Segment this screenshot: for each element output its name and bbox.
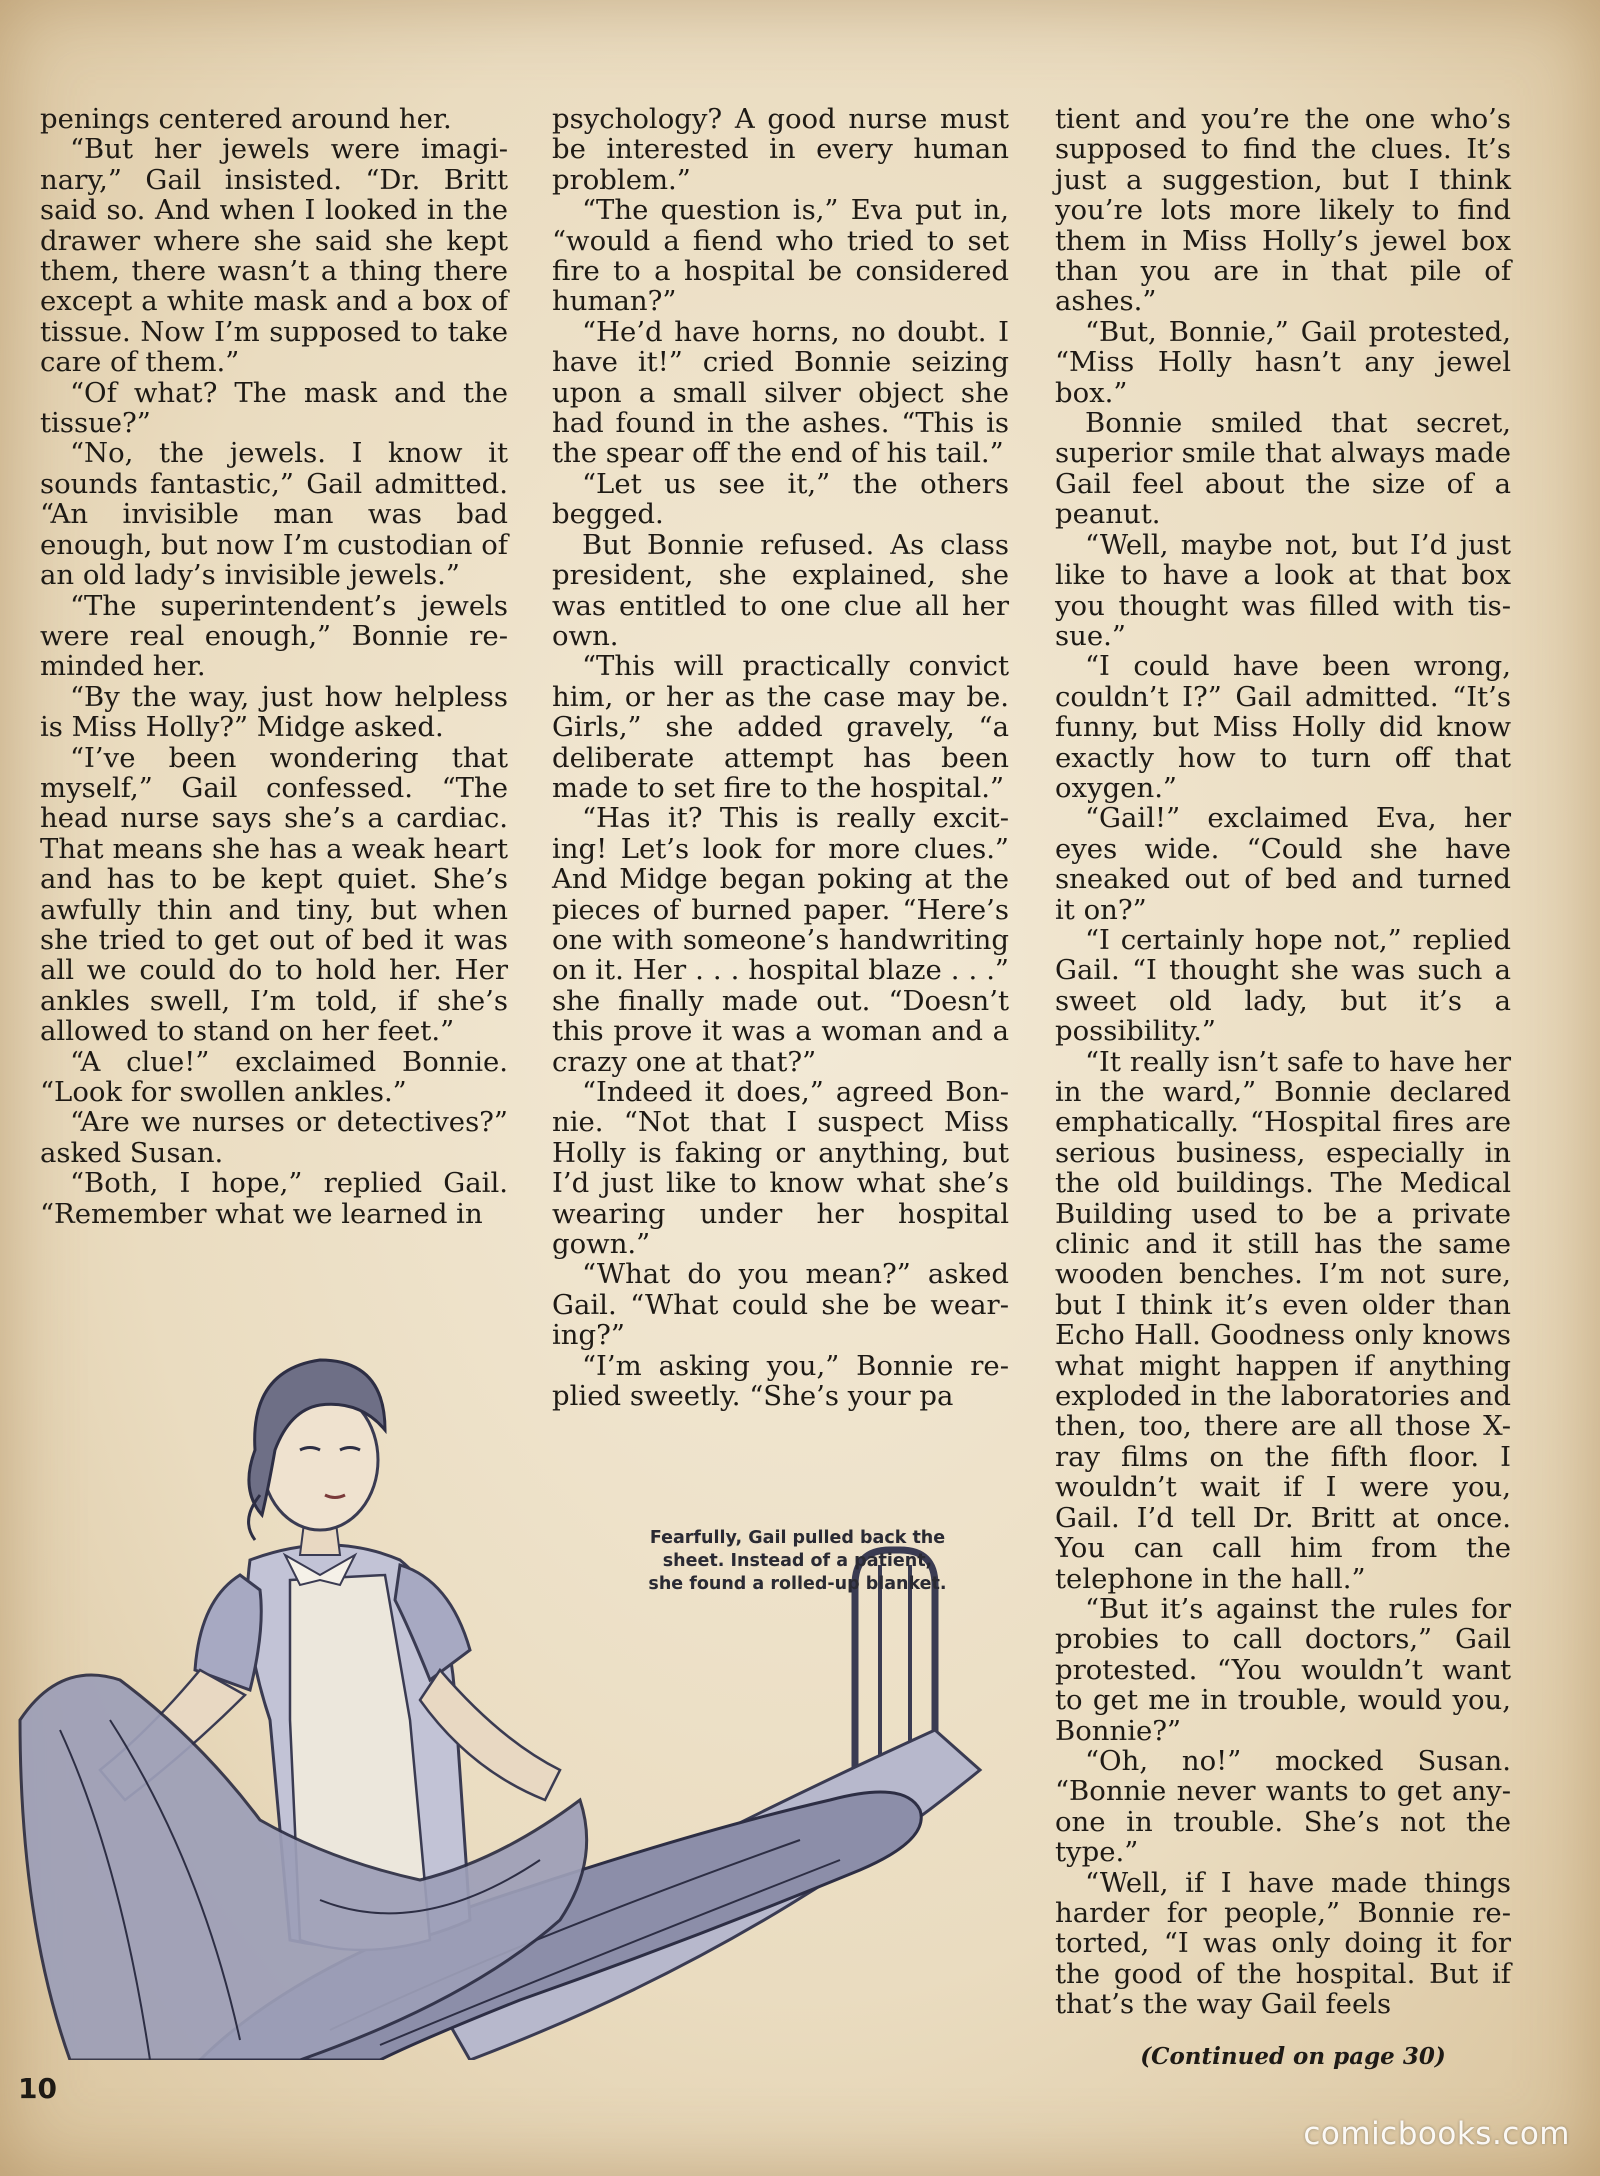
story-paragraph: “But it’s against the rules for probies to call doctors,” Gail protested. “You wouldn’t want to get me in trouble, would you, Bonnie?” [1055, 1592, 1511, 1747]
story-paragraph: psychology? A good nurse must be interested in every human problem.” [552, 103, 1009, 196]
story-paragraph: “The superintendent’s jewels were real enough,” Bonnie reminded her. [40, 589, 508, 683]
story-paragraph: “Well, maybe not, but I’d just like to have a look at that box you thought was filled with tissue.” [1055, 528, 1511, 652]
story-paragraph: “I’m asking you,” Bonnie replied sweetly. “She’s your pa [552, 1349, 1009, 1413]
story-paragraph: “I certainly hope not,” replied Gail. “I thought she was such a sweet old lady, but it’s a possibility.” [1055, 923, 1511, 1048]
story-paragraph: “He’d have horns, no doubt. I have it!” cried Bonnie seizing upon a small silver object she had found in the ashes. “This is the spear off the end of his tail.” [552, 315, 1009, 470]
story-paragraph: “Are we nurses or detectives?” asked Susan. [40, 1106, 508, 1169]
continued-notice: (Continued on page 30) [1140, 2043, 1446, 2070]
story-paragraph: “I’ve been wondering that myself,” Gail confessed. “The head nurse says she’s a cardiac. That means she has a weak heart and has to be kept quiet. She’s awfully thin and tiny, but when she tried to get out of bed it was all we could do to hold her. Her ankles swell, I’m told, if she’s allowed to stand on her feet.” [40, 741, 508, 1048]
story-paragraph: “I could have been wrong, couldn’t I?” Gail admitted. “It’s funny, but Miss Holly did know exactly how to turn off that oxygen.” [1055, 650, 1511, 804]
story-paragraph: “Let us see it,” the others begged. [552, 467, 1009, 531]
nurse-illustration [0, 1300, 1060, 2060]
story-paragraph: “Well, if I have made things harder for people,” Bonnie retorted, “I was only doing it for the good of the hospital. But if that’s the way Gail feels [1055, 1866, 1511, 2021]
story-paragraph: “It really isn’t safe to have her in the ward,” Bonnie declared emphatically. “Hospital fires are serious business, especially in the old buildings. The Medical Building used to be a private clinic and it still has the same wooden benches. I’m not sure, but I think it’s even older than Echo Hall. Goodness only knows what might happen if anything exploded in the laboratories and then, too, there are all those X-ray films on the fifth floor. I wouldn’t wait if I were you, Gail. I’d tell Dr. Britt at once. You can call him from the telephone in the hall.” [1055, 1045, 1511, 1595]
story-paragraph: “This will practically convict him, or her as the case may be. Girls,” she added gravely, “a deliberate attempt has been made to set fire to the hospital.” [552, 650, 1009, 804]
story-paragraph: “Oh, no!” mocked Susan. “Bonnie never wants to get anyone in trouble. She’s not the type.” [1055, 1744, 1511, 1869]
story-paragraph: “No, the jewels. I know it sounds fantastic,” Gail admitted. “An invisible man was bad enough, but now I’m custodian of an old lady’s invisible jewels.” [40, 437, 508, 592]
story-paragraph: “Of what? The mask and the tissue?” [40, 376, 508, 440]
text-column-middle [552, 104, 1009, 1411]
story-paragraph: “What do you mean?” asked Gail. “What could she be wearing?” [552, 1258, 1009, 1352]
story-paragraph: “The question is,” Eva put in, “would a fiend who tried to set fire to a hospital be considered human?” [552, 194, 1009, 318]
story-paragraph: “But her jewels were imaginary,” Gail insisted. “Dr. Britt said so. And when I looked in the drawer where she said she kept them, there wasn’t a thing there except a white mask and a box of tissue. Now I’m supposed to take care of them.” [40, 133, 508, 379]
text-column-right [1055, 104, 1511, 2020]
story-paragraph: “Both, I hope,” replied Gail. “Remember what we learned in [40, 1167, 508, 1230]
story-paragraph: “But, Bonnie,” Gail protested, “Miss Holly hasn’t any jewel box.” [1055, 315, 1511, 409]
story-paragraph: “A clue!” exclaimed Bonnie. “Look for swollen ankles.” [40, 1045, 508, 1108]
illustration-caption: Fearfully, Gail pulled back the sheet. Instead of a patient, she found a rolled-up blanket. [648, 1528, 947, 1594]
text-column-left [40, 104, 508, 1229]
story-paragraph: “Has it? This is really exciting! Let’s look for more clues.” And Midge began poking at the pieces of burned paper. “Here’s one with someone’s handwriting on it. Her . . . hospital blaze . . .” she finally made out. “Doesn’t this prove it was a woman and a crazy one at that?” [552, 802, 1009, 1078]
story-paragraph: tient and you’re the one who’s supposed to find the clues. It’s just a suggestion, but I think you’re lots more likely to find them in Miss Holly’s jewel box than you are in that pile of ashes.” [1055, 103, 1511, 318]
story-paragraph: penings centered around her. [40, 103, 452, 135]
story-paragraph: “By the way, just how helpless is Miss Holly?” Midge asked. [40, 680, 508, 744]
watermark-text: comicbooks.com [1303, 2116, 1570, 2152]
story-paragraph: “Indeed it does,” agreed Bonnie. “Not that I suspect Miss Holly is faking or anything, but I’d just like to know what she’s wearing under her hospital gown.” [552, 1076, 1009, 1261]
story-paragraph: But Bonnie refused. As class president, she explained, she was entitled to one clue all her own. [552, 528, 1009, 652]
story-paragraph: “Gail!” exclaimed Eva, her eyes wide. “Could she have sneaked out of bed and turned it on?” [1055, 802, 1511, 926]
page-number: 10 [18, 2072, 57, 2105]
story-paragraph: Bonnie smiled that secret, superior smile that always made Gail feel about the size of a peanut. [1055, 407, 1511, 531]
